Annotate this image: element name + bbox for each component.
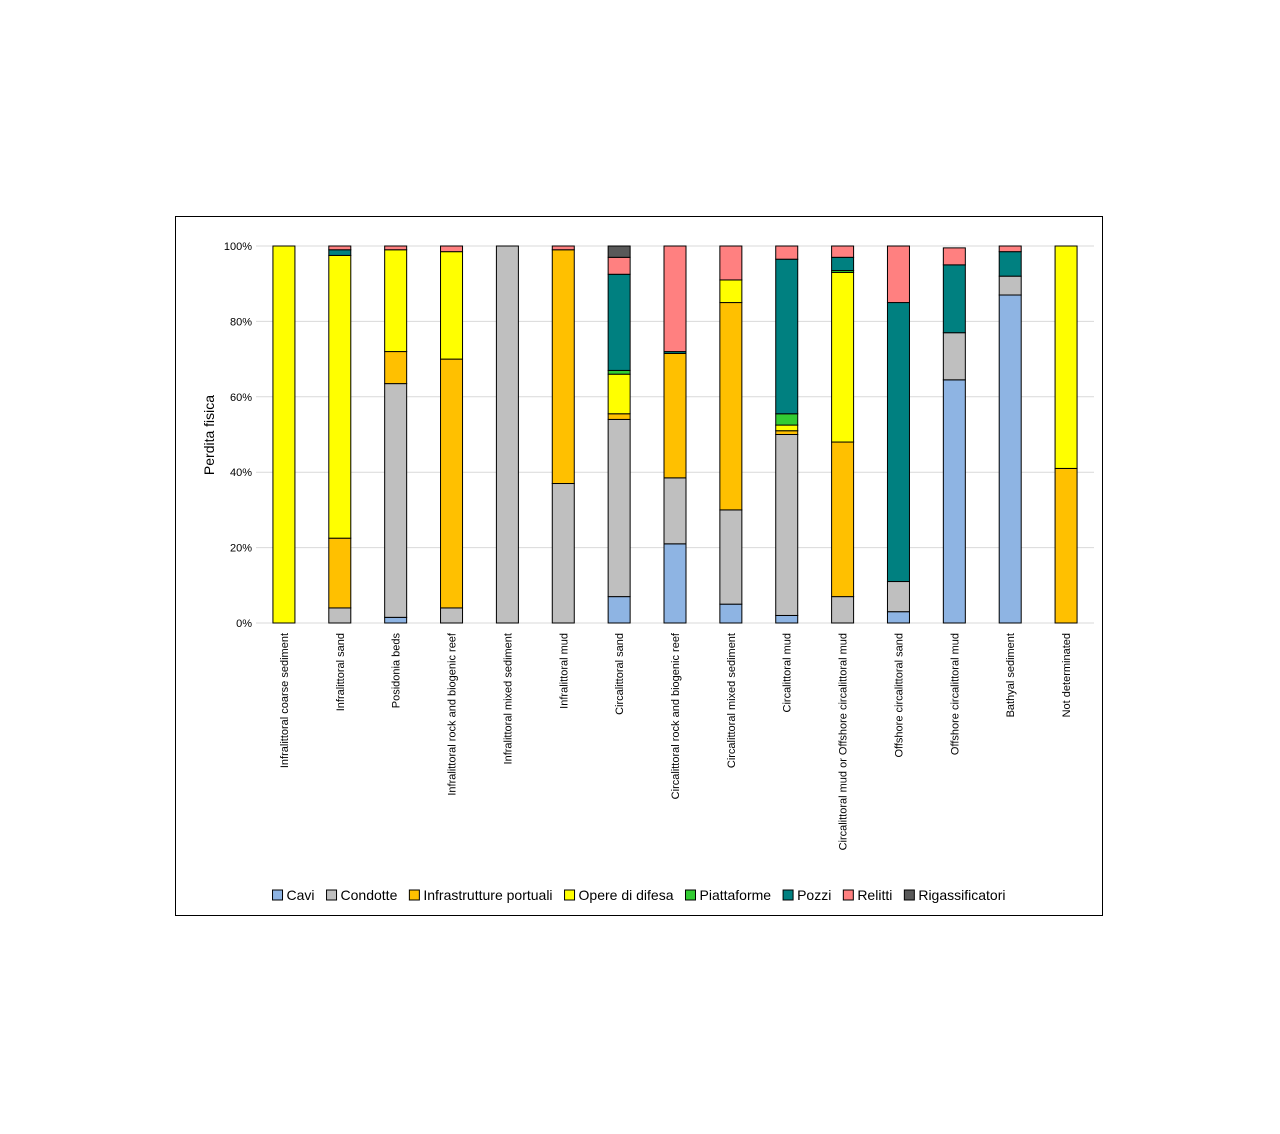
bar-segment-infrastrutture-portuali [608,414,630,420]
bar-stack [273,246,295,623]
bar-stack [999,246,1021,623]
bar-stack [832,246,854,623]
bar-segment-opere-di-difesa [329,255,351,538]
bar-segment-condotte [385,384,407,618]
bar-segment-relitti [608,257,630,274]
legend-item [843,887,892,903]
bar-segment-cavi [608,597,630,623]
x-category-label: Infralittoral coarse sediment [278,633,291,769]
bar-segment-condotte [441,608,463,623]
bar-stack [496,246,518,623]
x-category-label: Circalittoral mud [781,633,794,713]
bar-segment-condotte [329,608,351,623]
x-category-label: Bathyal sediment [1005,633,1018,718]
bar-segment-infrastrutture-portuali [385,352,407,384]
x-category-label: Infralittoral rock and biogenic reef [446,633,459,796]
legend-swatch [904,890,914,900]
x-category-label: Circalittoral sand [614,633,627,715]
legend-item [409,887,552,903]
y-tick-label: 80% [229,316,252,329]
bar-segment-relitti [720,246,742,280]
bar-segment-opere-di-difesa [608,374,630,414]
legend-item [904,887,1005,903]
legend-label: Pozzi [797,887,832,903]
stacked-bar-chart [176,217,1102,915]
bar-segment-infrastrutture-portuali [720,303,742,510]
bar-segment-relitti [999,246,1021,252]
bar-segment-opere-di-difesa [1055,246,1077,468]
y-tick-label: 20% [229,542,252,555]
bar-stack [664,246,686,623]
legend-swatch [685,890,695,900]
bar-stack [329,246,351,623]
bar-segment-cavi [720,604,742,623]
legend-swatch [783,890,793,900]
bar-segment-condotte [720,510,742,604]
bar-segment-infrastrutture-portuali [776,431,798,435]
bar-segment-relitti [776,246,798,259]
bar-segment-cavi [943,380,965,623]
legend-label: Cavi [286,887,315,903]
x-category-label: Not determinated [1061,633,1074,718]
bar-segment-condotte [999,276,1021,295]
x-category-label: Offshore circalittoral sand [893,633,906,758]
bar-segment-pozzi [776,259,798,414]
bar-segment-infrastrutture-portuali [1055,468,1077,623]
bar-stack [887,246,909,623]
y-tick-label: 0% [236,618,252,630]
legend-item [327,887,398,903]
bar-segment-pozzi [608,274,630,370]
bar-stack [385,246,407,623]
y-tick-label: 60% [229,391,252,404]
bar-segment-pozzi [999,252,1021,277]
bar-segment-pozzi [887,303,909,582]
bar-segment-infrastrutture-portuali [441,359,463,608]
bar-segment-opere-di-difesa [385,250,407,352]
bar-segment-piattaforme [608,370,630,374]
bar-segment-cavi [664,544,686,623]
bar-segment-relitti [832,246,854,257]
bar-segment-cavi [776,615,798,623]
x-category-label: Infralittoral sand [334,633,347,712]
legend-item [685,887,771,903]
legend-swatch [327,890,337,900]
x-category-label: Circalittoral mixed sediment [725,633,738,769]
bar-segment-opere-di-difesa [776,425,798,431]
x-category-label: Posidonia beds [390,633,403,709]
bar-segment-condotte [943,333,965,380]
bar-segment-relitti [385,246,407,250]
bar-segment-cavi [385,617,407,623]
x-category-label: Circalittoral mud or Offshore circalittoral mud [837,633,850,851]
bar-segment-condotte [887,582,909,612]
x-category-label: Infralittoral mud [558,633,571,709]
bar-segment-rigassificatori [608,246,630,257]
bar-segment-relitti [943,248,965,265]
bar-stack [441,246,463,623]
x-category-label: Offshore circalittoral mud [949,633,962,756]
y-tick-label: 40% [229,467,252,480]
bar-stack [943,248,965,623]
bar-segment-infrastrutture-portuali [329,538,351,608]
x-category-label: Infralittoral mixed sediment [502,633,515,765]
bar-stack [720,246,742,623]
y-axis-ticks [224,241,252,630]
bar-segment-infrastrutture-portuali [664,353,686,477]
bar-stack [1055,246,1077,623]
bar-segment-infrastrutture-portuali [552,250,574,484]
legend-swatch [273,890,283,900]
legend-label: Rigassificatori [918,887,1006,903]
bar-segment-opere-di-difesa [832,272,854,442]
legend-swatch [409,890,419,900]
bar-segment-condotte [552,484,574,623]
y-axis-title: Perdita fisica [201,394,217,476]
bars [273,246,1077,623]
bar-segment-relitti [441,246,463,252]
y-tick-label: 100% [223,241,252,253]
bar-segment-relitti [329,246,351,250]
bar-segment-condotte [776,435,798,616]
bar-stack [552,246,574,623]
x-category-label: Circalittoral rock and biogenic reef [670,633,682,800]
legend-label: Condotte [340,887,398,903]
bar-segment-opere-di-difesa [273,246,295,623]
bar-segment-condotte [608,419,630,596]
chart-frame [175,216,1103,916]
bar-stack [776,246,798,623]
bar-segment-pozzi [943,265,965,333]
legend [273,887,1006,903]
category-labels [279,632,1073,850]
bar-stack [608,246,630,623]
legend-item [565,887,674,903]
bar-segment-relitti [887,246,909,303]
bar-segment-opere-di-difesa [720,280,742,303]
bar-segment-condotte [664,478,686,544]
bar-segment-relitti [664,246,686,352]
bar-segment-condotte [496,246,518,623]
bar-segment-opere-di-difesa [441,252,463,359]
bar-segment-pozzi [329,250,351,256]
legend-swatch [565,890,575,900]
legend-swatch [843,890,853,900]
bar-segment-relitti [552,246,574,250]
legend-item [783,887,831,903]
bar-segment-pozzi [832,257,854,270]
legend-label: Piattaforme [699,887,772,903]
bar-segment-condotte [832,597,854,623]
bar-segment-piattaforme [776,414,798,425]
bar-segment-cavi [999,295,1021,623]
legend-item [273,887,315,903]
bar-segment-cavi [887,612,909,623]
legend-label: Opere di difesa [578,887,674,903]
legend-label: Relitti [857,887,893,903]
legend-label: Infrastrutture portuali [423,887,553,903]
bar-segment-infrastrutture-portuali [832,442,854,597]
